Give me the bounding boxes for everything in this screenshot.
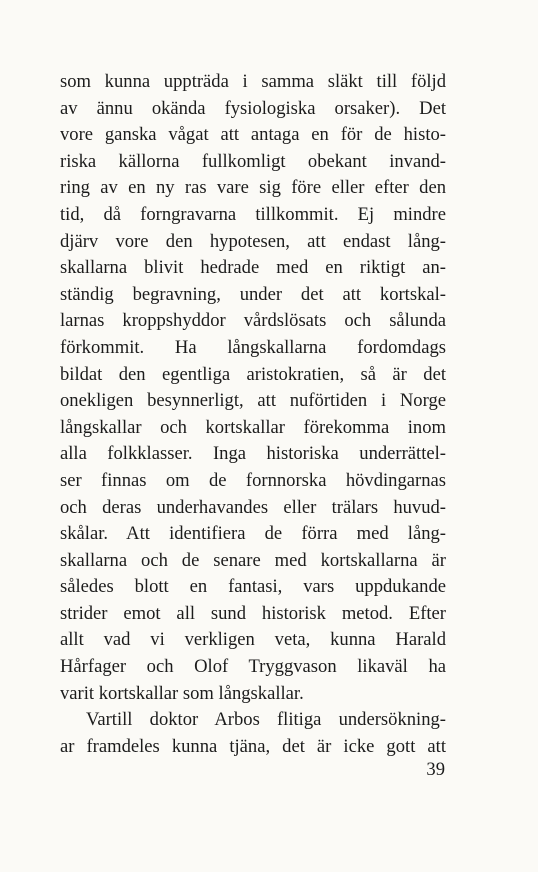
text-line: vore ganska vågat att antaga en för de histo-: [60, 124, 446, 146]
paragraph-end-line: varit kortskallar som långskallar.: [60, 682, 304, 704]
paragraph-start-line: Vartill doktor Arbos flitiga undersökning-: [86, 709, 446, 731]
text-line: således blott en fantasi, vars uppdukande: [60, 576, 446, 598]
text-line: ar framdeles kunna tjäna, det är icke gott att: [60, 735, 446, 757]
page-number: 39: [426, 759, 445, 780]
text-line: strider emot all sund historisk metod. Efter: [60, 602, 446, 624]
text-line: och deras underhavandes eller trälars huvud-: [60, 496, 446, 518]
text-line: som kunna uppträda i samma släkt till följd: [60, 71, 446, 92]
text-line: bildat den egentliga aristokratien, så är det: [60, 363, 446, 385]
text-line: skallarna och de senare med kortskallarna är: [60, 549, 446, 571]
text-line: djärv vore den hypotesen, att endast lång-: [60, 230, 446, 252]
text-line: allt vad vi verkligen veta, kunna Harald: [60, 629, 446, 651]
text-line: tid, då forngravarna tillkommit. Ej mindre: [60, 203, 446, 225]
body-text: [60, 69, 446, 760]
text-line: av ännu okända fysiologiska orsaker). Det: [60, 97, 446, 119]
text-line: långskallar och kortskallar förekomma inom: [60, 416, 446, 438]
text-line: ring av en ny ras vare sig före eller efter den: [60, 177, 446, 199]
text-line: ständig begravning, under det att kortskal-: [60, 283, 446, 305]
text-line: riska källorna fullkomligt obekant invand-: [60, 150, 446, 172]
text-line: alla folkklasser. Inga historiska underrättel-: [60, 443, 446, 465]
text-line: förkommit. Ha långskallarna fordomdags: [60, 336, 446, 358]
text-line: larnas kroppshyddor vårdslösats och sålunda: [60, 310, 446, 332]
text-line: onekligen besynnerligt, att nuförtiden i Norge: [60, 390, 446, 412]
text-line: skålar. Att identifiera de förra med lång-: [60, 523, 446, 545]
text-line: Hårfager och Olof Tryggvason likaväl ha: [60, 656, 446, 678]
text-line: skallarna blivit hedrade med en riktigt an-: [60, 257, 446, 279]
text-line: ser finnas om de fornnorska hövdingarnas: [60, 469, 446, 491]
